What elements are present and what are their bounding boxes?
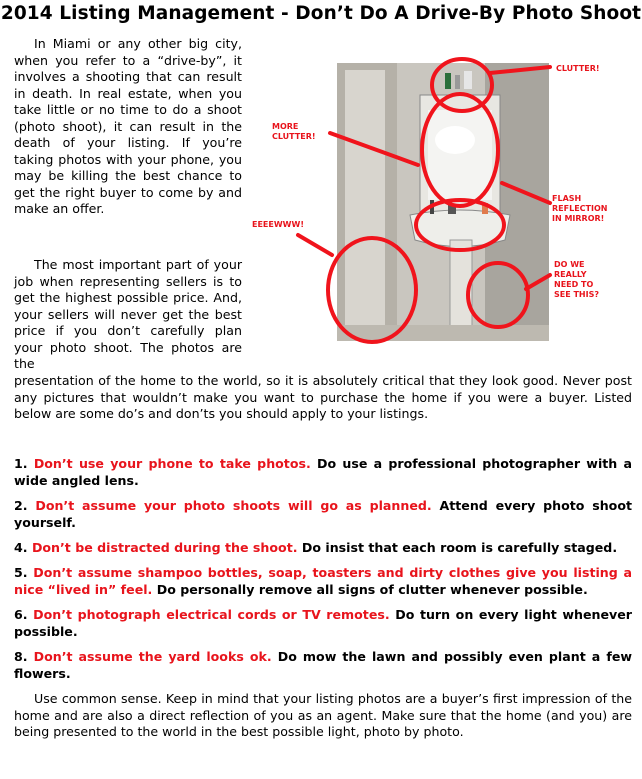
tip-do: Do turn on every light whenever possible.	[14, 607, 633, 639]
annotation-flash-1: FLASH	[552, 194, 582, 203]
tip-item	[14, 648, 632, 682]
tip-item	[14, 564, 632, 598]
annotation-clutter: CLUTTER!	[556, 64, 600, 73]
tip-number: 2.	[14, 498, 28, 513]
tip-dont: Don’t assume your photo shoots will go as planned.	[35, 498, 432, 513]
tip-do: Do personally remove all signs of clutter whenever possible.	[156, 582, 588, 597]
tip-dont: Don’t be distracted during the shoot.	[31, 540, 298, 555]
page-title: 2014 Listing Management - Don’t Do A Drive-By Photo Shoot	[0, 3, 642, 24]
annotation-more-clutter-1: MORE	[272, 122, 299, 131]
tip-number: 1.	[14, 456, 28, 471]
tip-do: Attend every photo shoot yourself.	[14, 498, 632, 530]
second-paragraph-start: The most important part of your job when representing sellers is to get the highest possible price. And, your sellers will never get the best price if you don’t carefully plan your photo shoot. The photos are the	[14, 257, 242, 371]
annotation-eeew: EEEEWWW!	[252, 220, 304, 229]
tip-dont: Don’t use your phone to take photos.	[33, 456, 311, 471]
tip-number: 4.	[14, 540, 28, 555]
tip-item	[14, 539, 632, 556]
tip-do: Do mow the lawn and possibly even plant a few flowers.	[14, 649, 632, 681]
tip-dont: Don’t assume the yard looks ok.	[33, 649, 272, 664]
annotation-flash-3: IN MIRROR!	[552, 214, 605, 223]
tip-dont: Don’t assume shampoo bottles, soap, toasters and dirty clothes give you listing a nice “lived in” feel.	[14, 565, 632, 597]
tip-do: Do use a professional photographer with a wide angled lens.	[14, 456, 632, 488]
annotation-do-we-1: DO WE	[554, 260, 585, 269]
annotated-bathroom-photo	[250, 55, 640, 355]
annotation-more-clutter-2: CLUTTER!	[272, 132, 316, 141]
annotation-do-we-3: NEED TO	[554, 280, 594, 289]
tip-number: 8.	[14, 649, 28, 664]
tip-item	[14, 497, 632, 531]
intro-paragraph: In Miami or any other big city, when you refer to a “drive-by”, it involves a shooting that can result in death. In real estate, when you take little or no time to do a shoot (photo shoot), it can result in the death of your listing. If you’re taking photos with your phone, you may be killing the best chance to get the right buyer to come by and make an offer.	[14, 36, 242, 216]
second-paragraph-end: presentation of the home to the world, so it is absolutely critical that they look good. Never post any pictures that wouldn’t make you want to purchase the home if you were a buyer. Listed below are some do’s and don’ts you should apply to your listings.	[14, 373, 632, 421]
annotation-do-we-4: SEE THIS?	[554, 290, 600, 299]
tip-do: Do insist that each room is carefully staged.	[301, 540, 618, 555]
annotation-flash-2: REFLECTION	[552, 204, 608, 213]
tip-item	[14, 455, 632, 489]
tip-number: 6.	[14, 607, 28, 622]
closing-paragraph: Use common sense. Keep in mind that your listing photos are a buyer’s first impression of the home and are also a direct reflection of you as an agent. Make sure that the home (and you) are being presented to the world in the best possible light, photo by photo.	[14, 691, 632, 739]
tip-dont: Don’t photograph electrical cords or TV remotes.	[33, 607, 390, 622]
annotation-do-we-2: REALLY	[554, 270, 587, 279]
tip-number: 5.	[14, 565, 28, 580]
tip-item	[14, 606, 632, 640]
